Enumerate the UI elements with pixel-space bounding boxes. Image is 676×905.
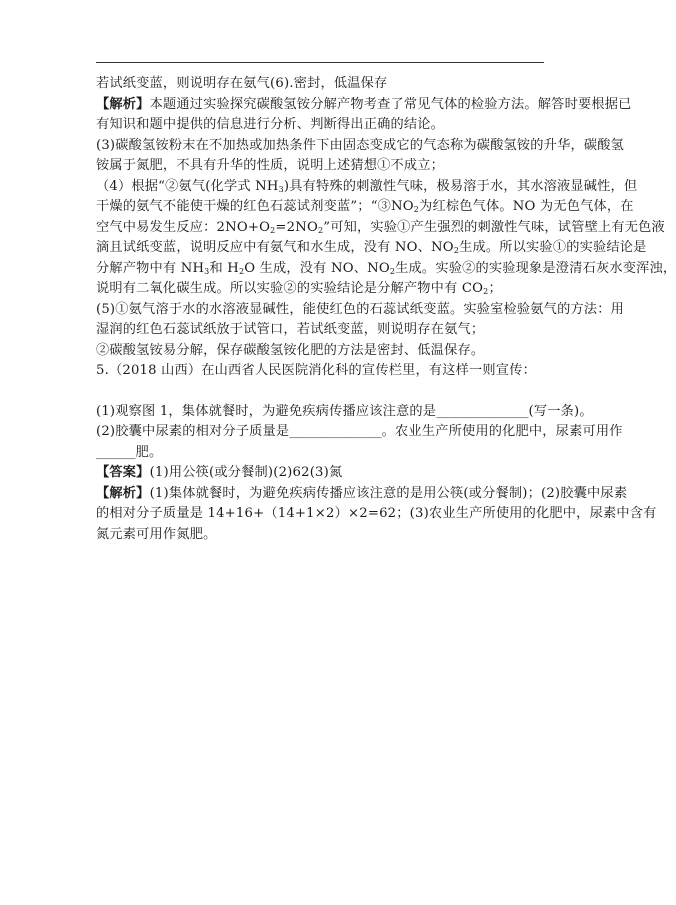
answer-tag: 【答案】 — [96, 465, 150, 480]
analysis-line: 【解析】(1)集体就餐时，为避免疾病传播应该注意的是用公筷(或分餐制)；(2)胶囊中尿素 — [96, 485, 628, 501]
text-line: 若试纸变蓝，则说明存在氨气(6).密封，低温保存 — [96, 76, 388, 91]
answer-blank: ______________ — [289, 424, 382, 439]
text-line: 的相对分子质量是 14+16+（14+1×2）×2=62；(3)农业生产所使用的化肥中，尿素中含有 — [96, 506, 657, 521]
analysis-tag: 【解析】 — [96, 485, 150, 501]
text-line: 分解产物中有 $NH_3$和 $H_2O$ 生成，没有 NO、$NO_2$生成。实验②的实验现象是澄清石灰水变浑浊， — [96, 260, 676, 276]
text-line: 空气中易发生反应：$2NO+O_2=2NO_2$”可知，实验①产生强烈的刺激性气味，试管壁上有无色液 — [96, 219, 665, 235]
analysis-line: 【解析】本题通过实验探究碳酸氢铵分解产物考查了常见气体的检验方法。解答时要根据已 — [96, 96, 632, 112]
text-line: ②碳酸氢铵易分解，保存碳酸氢铵化肥的方法是密封、低温保存。 — [96, 342, 485, 358]
text-line: 干燥的氨气不能使干燥的红色石蕊试剂变蓝”；“$③NO_2$为红棕色气体。NO 为无色气体，在 — [96, 199, 634, 214]
text-line: 氮元素可用作氮肥。 — [96, 526, 217, 542]
answer-blank: ______ — [96, 444, 136, 460]
text-line: 铵属于氮肥，不具有升华的性质，说明上述猜想①不成立； — [96, 158, 445, 173]
text-line: 说明有二氧化碳生成。所以实验②的实验结论是分解产物中有 $CO_2$； — [96, 281, 502, 296]
figure-gap — [96, 382, 548, 402]
analysis-tag: 【解析】 — [96, 96, 150, 112]
answer-blank: ______________ — [436, 403, 529, 419]
text-line: （4）根据“②氨气(化学式 $NH_3$)具有特殊的刺激性气味，极易溶于水，其水溶液显碱性，但 — [96, 178, 638, 194]
question-line: (2)胶囊中尿素的相对分子质量是______________。农业生产所使用的化肥中，尿素可用作 — [96, 424, 623, 439]
text-line: (3)碳酸氢铵粉末在不加热或加热条件下由固态变成它的气态称为碳酸氢铵的升华，碳酸氢 — [96, 137, 625, 153]
text-line: 滴且试纸变蓝，说明反应中有氨气和水生成，没有 NO、$NO_2$生成。所以实验①的实验结论是 — [96, 240, 647, 255]
question-line: (1)观察图 1，集体就餐时，为避免疾病传播应该注意的是______________(写一条)。 — [96, 403, 593, 419]
text-line: (5)①氨气溶于水的水溶液显碱性，能使红色的石蕊试纸变蓝。实验室检验氨气的方法：用 — [96, 301, 625, 317]
document-body — [96, 74, 676, 545]
answer-line: 【答案】(1)用公筷(或分餐制)(2)62(3)氮 — [96, 465, 343, 480]
text-line: 湿润的红色石蕊试纸放于试管口，若试纸变蓝，则说明存在氨气； — [96, 322, 485, 337]
question-line: ______肥。 — [96, 444, 163, 460]
question-heading: 5.（2018 山西）在山西省人民医院消化科的宣传栏里，有这样一则宣传： — [96, 363, 536, 378]
header-rule — [96, 62, 544, 63]
text-line: 有知识和题中提供的信息进行分析、判断得出正确的结论。 — [96, 117, 445, 132]
